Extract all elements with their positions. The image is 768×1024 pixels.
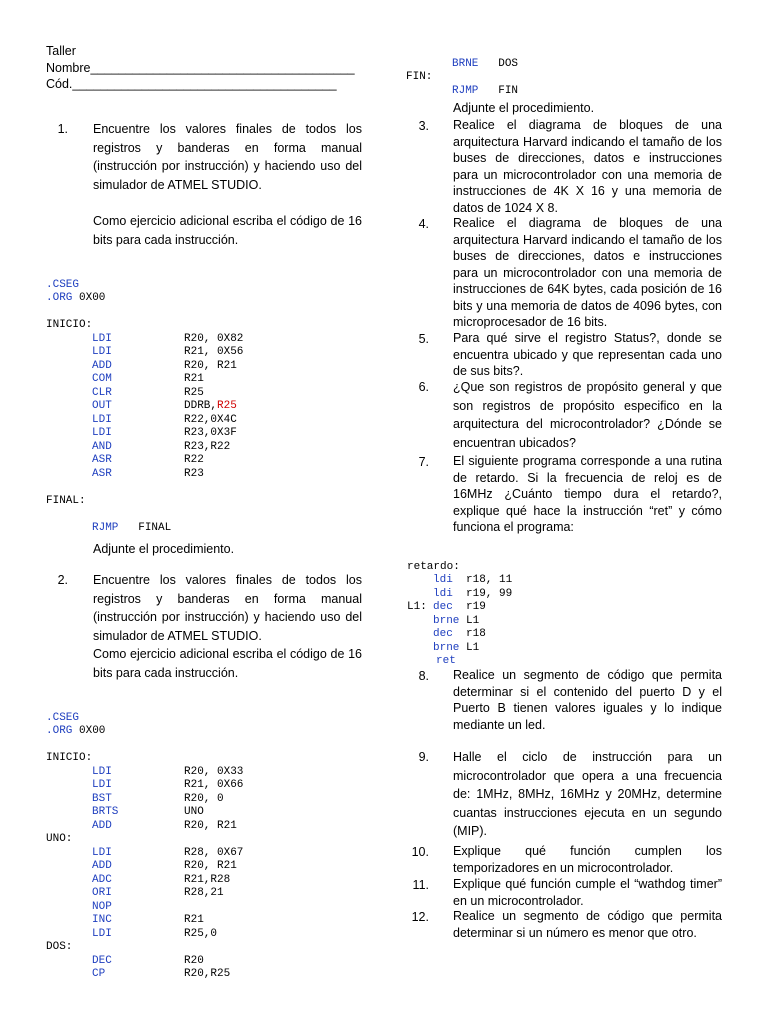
code-opcode: LDI xyxy=(92,765,112,778)
code-opcode: OUT xyxy=(92,400,112,412)
attach-note-1: Adjunte el procedimiento. xyxy=(93,542,235,556)
code-line xyxy=(46,820,346,834)
question-number: 4. xyxy=(418,217,429,231)
code-opcode: ASR xyxy=(92,467,112,480)
code-args: R22,0X4C xyxy=(184,413,237,426)
question-number: 5. xyxy=(418,332,429,346)
question-number: 3. xyxy=(418,119,429,133)
question-text: Explique qué función cumple el “wathdog timer” en un microcontrolador. xyxy=(453,877,722,908)
question-number: 7. xyxy=(418,455,429,469)
code-args: FINAL xyxy=(138,521,172,534)
code-opcode: brne xyxy=(433,614,460,627)
code-line xyxy=(46,427,346,441)
question-text: Para qué sirve el registro Status?, donde se encuentra ubicado y que representan cada uno de sus bits?. xyxy=(453,331,722,378)
code-line xyxy=(46,766,346,780)
code-label: FIN: xyxy=(406,71,433,83)
code-opcode: CP xyxy=(92,968,106,980)
code-label: FINAL: xyxy=(46,494,86,507)
code-line xyxy=(46,387,346,401)
code-line xyxy=(46,887,346,901)
question-number: 6. xyxy=(418,380,429,394)
code-args: DOS xyxy=(498,57,519,70)
question-10 xyxy=(405,843,722,876)
code-opcode: INC xyxy=(92,914,112,926)
code-args: r18 xyxy=(466,628,486,640)
directive: .ORG xyxy=(46,292,73,304)
code-opcode: ldi xyxy=(433,574,453,586)
code-opcode: LDI xyxy=(92,332,112,345)
code-args: DDRB, xyxy=(184,400,218,412)
code-args: FIN xyxy=(498,84,519,97)
code-line xyxy=(46,928,346,942)
code-opcode: ADD xyxy=(92,359,112,372)
question-number: 2. xyxy=(57,573,68,587)
code-line xyxy=(46,468,346,482)
code-line xyxy=(46,847,346,861)
code-line xyxy=(46,779,346,793)
code-block-7 xyxy=(407,547,707,682)
code-opcode: LDI xyxy=(92,779,112,791)
question-11 xyxy=(405,876,722,909)
question-5 xyxy=(405,330,722,380)
header-cod: Cód.______________________________________ xyxy=(46,77,337,91)
code-args: R22 xyxy=(184,454,204,466)
question-12 xyxy=(405,908,722,941)
code-line xyxy=(46,955,346,969)
code-opcode: dec xyxy=(433,628,453,640)
question-text: Explique qué función cumplen los temporizadores en un microcontrolador. xyxy=(453,844,722,875)
code-block-2 xyxy=(46,698,346,995)
question-text: Realice el diagrama de bloques de una arquitectura Harvard indicando el tamaño de los buses de direcciones, datos e instrucciones para un microcontrolador con una memoria de instrucciones de 4K X 16 y una memoria de datos de 1024 X 8. xyxy=(453,118,722,215)
directive-arg: 0X00 xyxy=(72,725,106,737)
code-opcode: BRTS xyxy=(92,806,119,818)
code-line xyxy=(46,373,346,387)
header-nombre: Nombre______________________________________ xyxy=(46,60,355,75)
code-args: R21 xyxy=(184,373,204,385)
code-args: R23 xyxy=(184,467,204,480)
code-args: R20, 0X33 xyxy=(184,765,244,778)
question-text: Realice un segmento de código que permita determinar si el contenido del puerto D y el Puerto B tienen valores iguales y lo indique mediante un led. xyxy=(453,668,722,732)
code-opcode: BST xyxy=(92,792,112,805)
code-args: R21, 0X56 xyxy=(184,346,244,358)
code-opcode: ORI xyxy=(92,887,112,899)
code-opcode: COM xyxy=(92,373,112,385)
code-args: r19, 99 xyxy=(466,587,513,600)
code-opcode: DEC xyxy=(92,954,112,967)
question-text: Encuentre los valores finales de todos los registros y banderas en forma manual (instrucción por instrucción) y haciendo uso del simulador de ATMEL STUDIO. xyxy=(93,573,362,643)
code-line xyxy=(46,441,346,455)
code-line xyxy=(407,642,707,656)
code-args: R20, R21 xyxy=(184,359,237,372)
code-args: R28,21 xyxy=(184,887,224,899)
code-label: INICIO: xyxy=(46,319,93,331)
header-taller: Taller xyxy=(46,44,76,58)
code-line xyxy=(46,874,346,888)
code-opcode: LDI xyxy=(92,846,112,859)
code-line xyxy=(46,414,346,428)
question-extra: Como ejercicio adicional escriba el código de 16 bits para cada instrucción. xyxy=(93,214,362,247)
code-opcode: BRNE xyxy=(452,57,479,70)
code-line xyxy=(46,454,346,468)
code-line xyxy=(407,574,707,588)
code-line xyxy=(46,968,346,982)
code-label: L1: xyxy=(407,601,427,613)
question-number: 11. xyxy=(412,878,429,892)
question-text: Realice un segmento de código que permita determinar si un número es menor que otro. xyxy=(453,909,722,940)
code-args: R28, 0X67 xyxy=(184,846,244,859)
code-opcode: ADD xyxy=(92,860,112,872)
code-opcode: ASR xyxy=(92,454,112,466)
code-line xyxy=(46,400,346,414)
question-1 xyxy=(44,120,362,249)
code-args: R20, R21 xyxy=(184,819,237,832)
code-args: R20, R21 xyxy=(184,860,237,872)
code-opcode: LDI xyxy=(92,927,112,940)
directive: .ORG xyxy=(46,725,73,737)
code-args: L1 xyxy=(466,641,480,654)
question-8 xyxy=(405,667,722,733)
code-block-1 xyxy=(46,265,346,549)
code-label: retardo: xyxy=(407,560,460,573)
code-args: R25 xyxy=(184,386,204,399)
code-args: R20, 0 xyxy=(184,792,224,805)
code-args-highlight: R25 xyxy=(217,400,237,412)
question-text: El siguiente programa corresponde a una rutina de retardo. Si la frecuencia de reloj es de 16MHz ¿Cuánto tiempo dura el retardo?, explique qué hace la instrucción “ret” y cómo funciona el programa: xyxy=(453,454,722,534)
code-line xyxy=(46,360,346,374)
code-args: R20 xyxy=(184,954,204,967)
code-line xyxy=(46,806,346,820)
question-7 xyxy=(405,453,722,536)
directive-arg: 0X00 xyxy=(72,292,106,304)
code-opcode: NOP xyxy=(92,900,112,913)
directive: .CSEG xyxy=(46,278,80,291)
code-line xyxy=(46,793,346,807)
code-label: DOS: xyxy=(46,941,73,953)
code-opcode: RJMP xyxy=(92,521,119,534)
code-line xyxy=(46,860,346,874)
question-number: 10. xyxy=(411,845,429,859)
question-text: Realice el diagrama de bloques de una arquitectura Harvard indicando el tamaño de los buses de direcciones, datos e instrucciones para un microcontrolador con una memoria de instrucciones de 64K bytes, cada posición de 16 bits y una memoria de datos de 4096 bytes, con microprocesador de 16 bits. xyxy=(453,216,722,329)
code-line xyxy=(407,615,707,629)
question-number: 8. xyxy=(418,669,429,683)
code-line xyxy=(46,914,346,928)
code-args: R21 xyxy=(184,914,204,926)
code-opcode: ADC xyxy=(92,873,112,886)
code-args: L1 xyxy=(466,614,480,627)
question-text: ¿Que son registros de propósito general y que son registros de propósito especifico en la arquitectura del microcontrolador? ¿Dónde se encuentran ubicados? xyxy=(453,380,722,450)
code-args: R20, 0X82 xyxy=(184,332,244,345)
code-line xyxy=(46,346,346,360)
question-text: Halle el ciclo de instrucción para un microcontrolador que opera a una frecuencia de: 1MHz, 8MHz, 16MHz y 20MHz, determine cuantas instrucciones ejecuta en un segundo (MIP). xyxy=(453,750,722,838)
code-label: UNO: xyxy=(46,833,73,845)
code-opcode: ADD xyxy=(92,819,112,832)
code-args: R23,R22 xyxy=(184,440,231,453)
code-line xyxy=(407,628,707,642)
code-args: r18, 11 xyxy=(466,574,513,586)
question-number: 12. xyxy=(411,910,429,924)
code-args: R23,0X3F xyxy=(184,427,237,439)
question-number: 1. xyxy=(57,122,68,136)
code-opcode: LDI xyxy=(92,427,112,439)
code-line xyxy=(46,333,346,347)
header xyxy=(46,42,366,94)
attach-note-2: Adjunte el procedimiento. xyxy=(453,101,595,115)
code-opcode: brne xyxy=(433,641,460,654)
question-text: Encuentre los valores finales de todos los registros y banderas en forma manual (instrucción por instrucción) y haciendo uso del simulador de ATMEL STUDIO. xyxy=(93,122,362,192)
code-args: R25,0 xyxy=(184,927,218,940)
code-opcode: ret xyxy=(436,655,456,667)
question-9 xyxy=(405,748,722,841)
code-args: UNO xyxy=(184,806,204,818)
code-opcode: dec xyxy=(433,601,453,613)
code-opcode: CLR xyxy=(92,386,112,399)
code-args: R21,R28 xyxy=(184,873,231,886)
question-6 xyxy=(405,378,722,452)
code-opcode: ldi xyxy=(433,587,453,600)
question-2 xyxy=(44,571,362,682)
code-label: INICIO: xyxy=(46,752,93,764)
code-line xyxy=(407,588,707,602)
code-opcode: LDI xyxy=(92,413,112,426)
code-args: R20,R25 xyxy=(184,968,231,980)
code-line xyxy=(46,901,346,915)
code-args: R21, 0X66 xyxy=(184,779,244,791)
directive: .CSEG xyxy=(46,711,80,724)
code-args: r19 xyxy=(466,601,486,613)
question-number: 9. xyxy=(418,750,429,764)
code-line xyxy=(407,601,707,615)
code-opcode: RJMP xyxy=(452,84,479,97)
question-4 xyxy=(405,215,722,331)
code-opcode: LDI xyxy=(92,346,112,358)
question-extra: Como ejercicio adicional escriba el código de 16 bits para cada instrucción. xyxy=(93,647,362,680)
question-3 xyxy=(405,117,722,216)
code-opcode: AND xyxy=(92,440,112,453)
